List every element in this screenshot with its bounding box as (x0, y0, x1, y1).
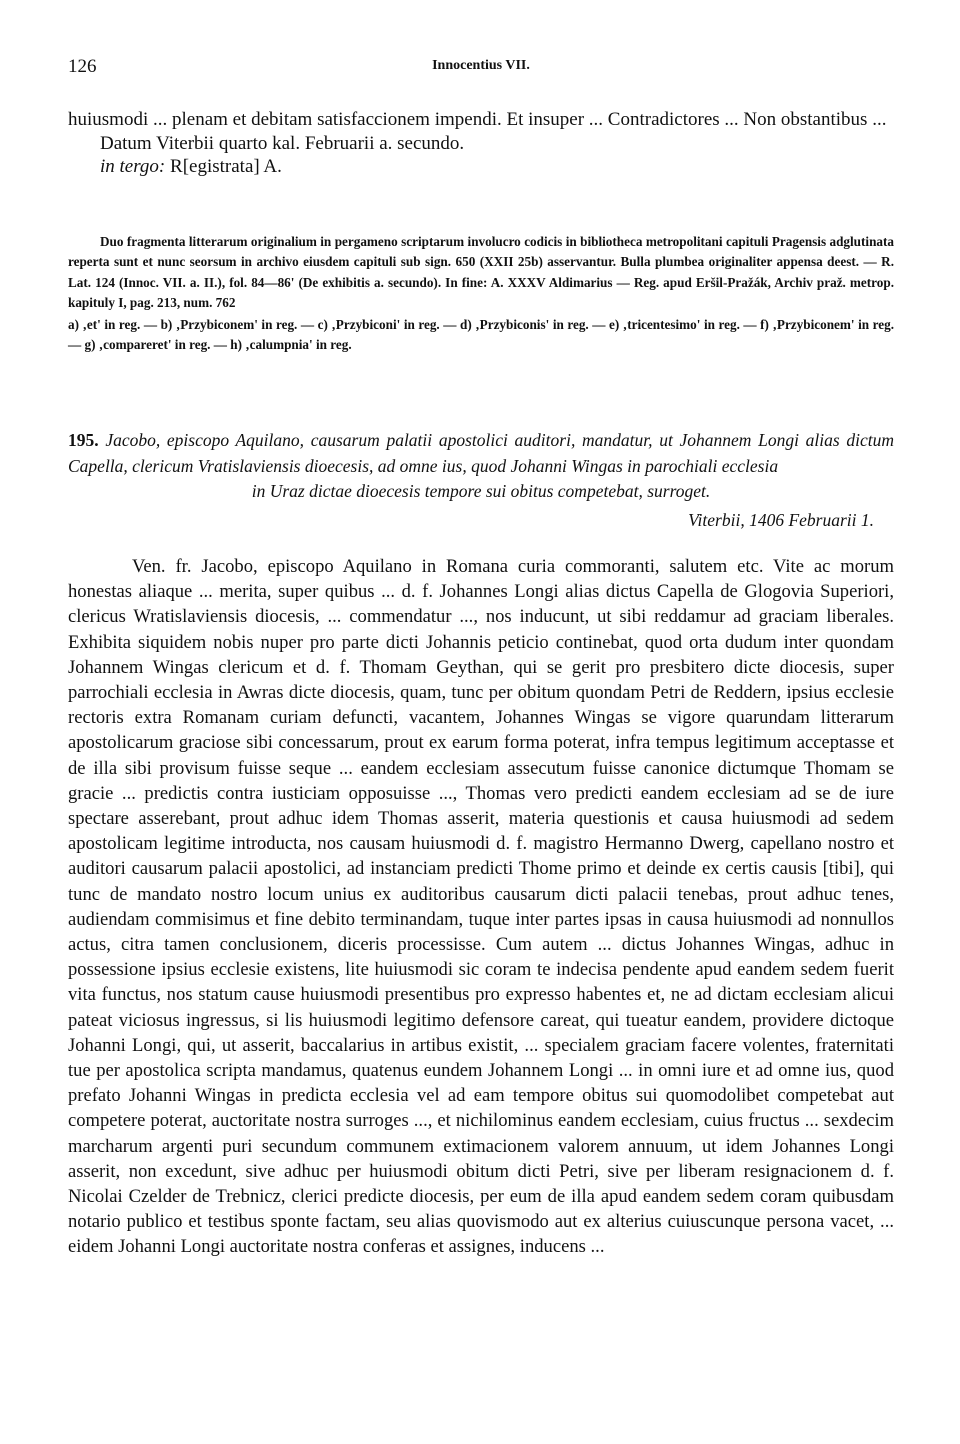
closing-formula: huiusmodi ... plenam et debitam satisfaccionem impendi. Et insuper ... Contradictores ... Non obstantibus ... (68, 109, 887, 130)
regest-text: Jacobo, episcopo Aquilano, causarum palatii apostolici auditori, mandatur, ut Johannem Longi alias dictum Capella, clericum Vratislaviensis dioecesis, ad omne ius, quod Johanni Wingas in parochiali ecclesia (68, 430, 894, 476)
document-regest (68, 428, 894, 533)
document-body (68, 554, 894, 1260)
textual-notes: a) ‚et' in reg. — b) ‚Przybiconem' in reg. — c) ‚Przybiconi' in reg. — d) ‚Przybiconis' in reg. — e) ‚tricentesimo' in reg. — f) ‚Przybiconem' in reg. — g) ‚compareret' in reg. — h) ‚calumpnia' in reg. (68, 317, 894, 353)
running-title: Innocentius VII. (432, 58, 530, 73)
document-number: 195. (68, 430, 99, 450)
in-tergo-line (68, 155, 894, 179)
critical-apparatus (68, 232, 894, 356)
body-paragraph: Ven. fr. Jacobo, episcopo Aquilano in Romana curia commoranti, salutem etc. Vite ac morum honestas aliaque ... merita, super quibus ... d. f. Johannes Longi alias dictus Capella de Glogovia Superiori, clericus Wratislaviensis diocesis, ... commendatur ..., nos inducunt, ut sibi reddamur ad graciam liberales. Exhibita siquidem nobis nuper pro parte dicti Johannis peticio continebat, quod orta dudum inter quondam Johannem Wingas clericum et d. f. Thomam Geythan, qui se gerit pro presbitero dicte diocesis, super parrochiali ecclesia in Awras dicte diocesis, quam, tunc per obitum quondam Petri de Reddern, ipsius ecclesie rectoris extra Romanam curiam defuncti, vacantem, Johannes Wingas se vigore quarundam litterarum apostolicarum graciose sibi concessarum, prout ex earum forma poterat, infra tempus legitimum acceptasse et de illa sibi provisum fuisse seque ... eandem ecclesiam assecutum fuisse canonice dictumque Thomam se gracie ... predictis contra iusticiam opposuisse ..., Thomas vero predicti eandem ecclesiam ad se de iure spectare asserebant, prout adhuc idem Thomas asserit, materia questionis et causa huiusmodi ad sedem apostolicam legitime introducta, nos causam huiusmodi d. f. magistro Hermanno Dwerg, capellano nostro et auditori causarum palacii apostolici, ad instanciam predicti Thome primo et deinde ex certis causis [tibi], qui tunc de mandato nostro locum unius ex auditoribus causarum dicti palacii tenebas, prout adhuc tenes, audiendam commisimus et fine debito terminandam, tuque inter partes ipsas in causa huiusmodi ad nonnullos actus, citra tamen conclusionem, diceris processisse. Cum autem ... dictus Johannes Wingas, adhuc in possessione ipsius ecclesie existens, lite huiusmodi sic coram te indecisa pendente apud eandem sedem fuerit vita functus, nos statum cause huiusmodi presentibus pro expresso habentes et, ne ad dictam ecclesiam alicui pateat viciosus ingressus, si lis huiusmodi legitimo defensore careat, qui tueatur eandem, providere dictoque Johanni Longi, qui, ut asserit, baccalarius in artibus existit, ... specialem graciam facere volentes, fraternitati tue per apostolica scripta mandamus, quatenus eundem Johannem Longi ... in omni iure et ad omne ius, quod prefato Johanni Wingas in predicta ecclesia vel ad eam tempore obitus sui quomodolibet competebat aut competere poterat, auctoritate nostra surroges ..., et nichilominus eandem ecclesiam, cuius fructus ... sexdecim marcharum argenti puri secundum communem extimacionem valorem annuum, ut idem Johannes Longi asserit, non excedunt, sive adhuc per huiusmodi obitum dicti Petri, sive per liberam resignacionem d. f. Nicolai Czelder de Trebnicz, clerici predicte diocesis, per eum de illa apud eandem sedem coram quibusdam notario publico et testibus sponte factam, seu alias quovismodo aut ex alterius cuiuscunque persona vacet, ... eidem Johanni Longi auctoritate nostra conferas et assignes, inducens ... (68, 556, 894, 1258)
in-tergo-label: in tergo: (100, 156, 166, 177)
datum-line: Datum Viterbii quarto kal. Februarii a. secundo. (100, 132, 465, 154)
in-tergo-text: R[egistrata] A. (165, 156, 282, 177)
source-description: Duo fragmenta litterarum originalium in pergameno scriptarum involucro codicis in bibliotheca metropolitani capituli Pragensis adglutinata reperta sunt et nunc seorsum in archivo eiusdem capituli sub sign. 650 (XXII 25b) asservantur. Bulla plumbea originaliter appensa deest. — R. Lat. 124 (Innoc. VII. a. II.), fol. 84—86' (De exhibitis a. secundo). In fine: A. XXXV Aldimarius — Reg. apud Eršil-Pražák, Archiv praž. metrop. kapituly I, pag. 213, num. 762 (68, 234, 894, 310)
running-head (68, 56, 894, 86)
previous-document-closing (68, 108, 894, 179)
regest-summary (68, 428, 894, 479)
regest-date: Viterbii, 1406 Februarii 1. (688, 509, 874, 530)
regest-last-line: in Uraz dictae dioecesis tempore sui obitus competebat, surroget. (251, 481, 711, 501)
page-number: 126 (68, 56, 97, 77)
